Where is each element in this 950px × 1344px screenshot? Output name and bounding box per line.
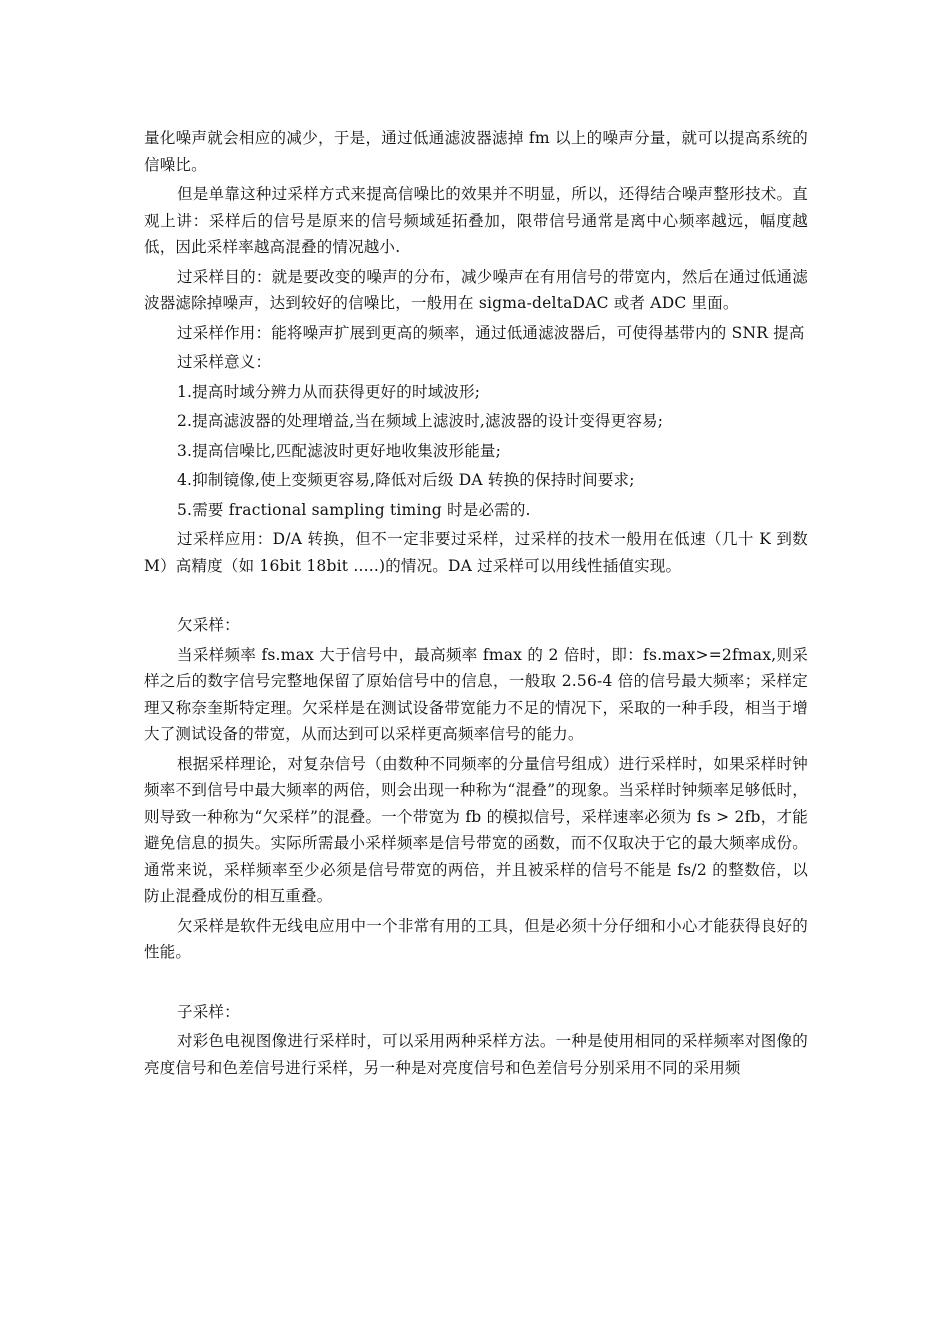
blank-line (144, 582, 808, 612)
blank-line (144, 969, 808, 999)
paragraph: 当采样频率 fs.max 大于信号中，最高频率 fmax 的 2 倍时，即：fs.max>=2fmax,则采样之后的数字信号完整地保留了原始信号中的信息，一般取 2.56-4 倍的信号最大频率；采样定理又称奈奎斯特定理。欠采样是在测试设备带宽能力不足的情况下，采取的一种手段，相当于增大了测试设备的带宽，从而达到可以采样更高频率信号的能力。 (144, 645, 808, 743)
paragraph: 1.提高时域分辨力从而获得更好的时域波形; (177, 382, 481, 401)
paragraph: 欠采样： (177, 616, 240, 634)
document-body (144, 125, 808, 1084)
paragraph: 根据采样理论，对复杂信号（由数种不同频率的分量信号组成）进行采样时，如果采样时钟频率不到信号中最大频率的两倍，则会出现一种称为“混叠”的现象。当采样时钟频率足够低时，则导致一种称为“欠采样”的混叠。一个带宽为 fb 的模拟信号，采样速率必须为 fs > 2fb，才能避免信息的损失。实际所需最小采样频率是信号带宽的函数，而不仅取决于它的最大频率成份。通常来说，采样频率至少必须是信号带宽的两倍，并且被采样的信号不能是 fs/2 的整数倍，以防止混叠成份的相互重叠。 (144, 754, 808, 905)
paragraph: 但是单靠这种过采样方式来提高信噪比的效果并不明显，所以，还得结合噪声整形技术。直观上讲：采样后的信号是原来的信号频域延拓叠加，限带信号通常是离中心频率越远，幅度越低，因此采样率越高混叠的情况越小. (144, 185, 808, 256)
paragraph: 欠采样是软件无线电应用中一个非常有用的工具，但是必须十分仔细和小心才能获得良好的性能。 (144, 916, 808, 961)
paragraph: 3.提高信噪比,匹配滤波时更好地收集波形能量; (177, 441, 502, 460)
paragraph: 量化噪声就会相应的减少，于是，通过低通滤波器滤掉 fm 以上的噪声分量，就可以提高系统的信噪比。 (144, 129, 808, 174)
paragraph: 过采样应用：D/A 转换，但不一定非要过采样，过采样的技术一般用在低速（几十 K 到数 M）高精度（如 16bit 18bit .....)的情况。DA 过采样可以用线性插值实现。 (144, 530, 808, 575)
paragraph: 子采样： (177, 1002, 240, 1021)
paragraph: 过采样意义： (177, 353, 272, 371)
paragraph: 过采样作用：能将噪声扩展到更高的频率，通过低通滤波器后，可使得基带内的 SNR 提高 (177, 323, 805, 342)
paragraph: 5.需要 fractional sampling timing 时是必需的. (177, 500, 531, 519)
paragraph: 过采样目的：就是要改变的噪声的分布，减少噪声在有用信号的带宽内，然后在通过低通滤波器滤除掉噪声，达到较好的信噪比，一般用在 sigma-deltaDAC 或者 ADC 里面。 (144, 267, 808, 312)
paragraph: 2.提高滤波器的处理增益,当在频域上滤波时,滤波器的设计变得更容易; (177, 412, 664, 430)
paragraph: 对彩色电视图像进行采样时，可以采用两种采样方法。一种是使用相同的采样频率对图像的亮度信号和色差信号进行采样，另一种是对亮度信号和色差信号分别采用不同的采用频 (144, 1032, 808, 1077)
paragraph: 4.抑制镜像,使上变频更容易,降低对后级 DA 转换的保持时间要求; (177, 471, 635, 489)
